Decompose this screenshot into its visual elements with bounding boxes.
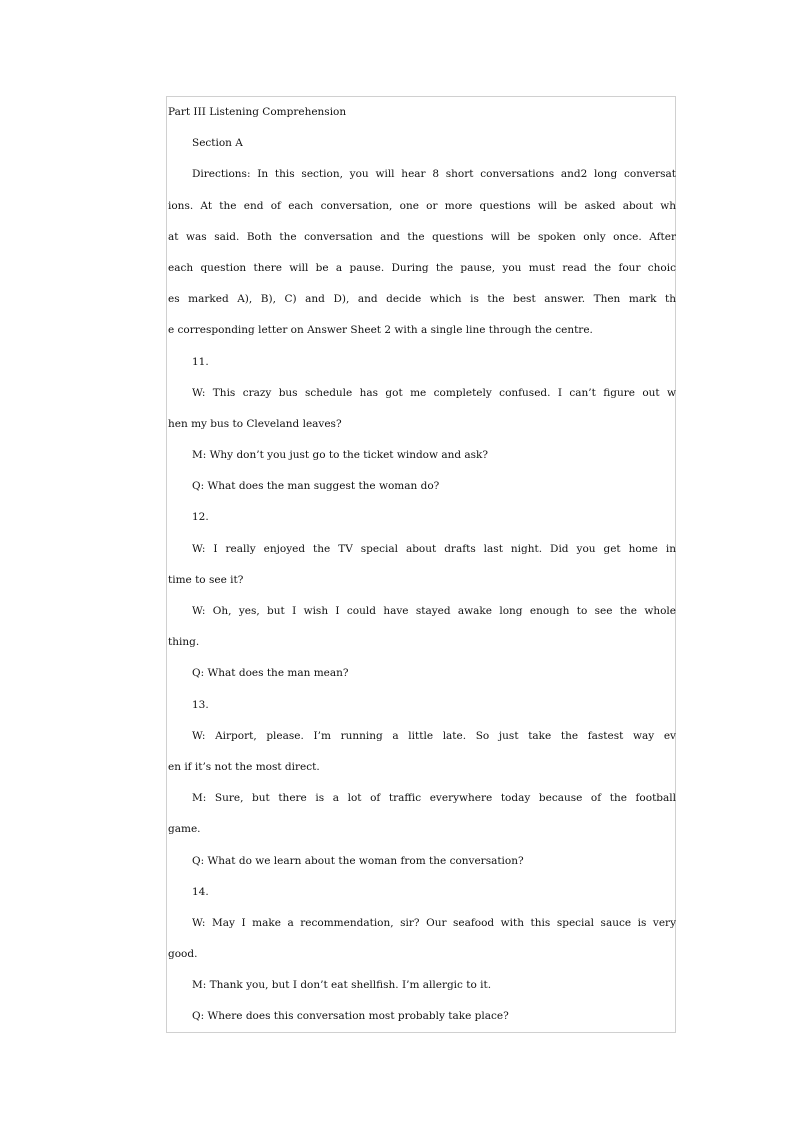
directions-line: Directions: In this section, you will hear 8 short conversations and2 long conversat — [192, 168, 676, 181]
directions-line: ions. At the end of each conversation, one or more questions will be asked about wh — [168, 199, 676, 212]
dialogue-line: W: May I make a recommendation, sir? Our seafood with this special sauce is very — [192, 916, 676, 929]
question-line: Q: What does the man suggest the woman do? — [192, 480, 440, 493]
section-heading: Section A — [192, 137, 243, 150]
dialogue-line: good. — [168, 948, 198, 961]
item-number: 14. — [192, 885, 209, 898]
dialogue-line: M: Why don’t you just go to the ticket window and ask? — [192, 449, 489, 462]
question-line: Q: Where does this conversation most probably take place? — [192, 1010, 509, 1023]
question-line: Q: What do we learn about the woman from the conversation? — [192, 854, 524, 867]
directions-line: es marked A), B), C) and D), and decide which is the best answer. Then mark th — [168, 293, 676, 306]
dialogue-line: en if it’s not the most direct. — [168, 760, 320, 773]
dialogue-line: game. — [168, 823, 201, 836]
item-number: 13. — [192, 698, 209, 711]
dialogue-line: M: Sure, but there is a lot of traffic everywhere today because of the football — [192, 792, 676, 805]
question-line: Q: What does the man mean? — [192, 667, 349, 680]
item-number: 11. — [192, 355, 209, 368]
dialogue-line: W: I really enjoyed the TV special about drafts last night. Did you get home in — [192, 542, 676, 555]
item-number: 12. — [192, 511, 209, 524]
dialogue-line: time to see it? — [168, 573, 244, 586]
directions-line: at was said. Both the conversation and the questions will be spoken only once. After — [168, 230, 676, 243]
dialogue-line: W: This crazy bus schedule has got me completely confused. I can’t figure out w — [192, 386, 676, 399]
directions-line: each question there will be a pause. During the pause, you must read the four choic — [168, 261, 676, 274]
dialogue-line: W: Oh, yes, but I wish I could have stayed awake long enough to see the whole — [192, 605, 676, 617]
dialogue-line: thing. — [168, 636, 200, 649]
dialogue-line: hen my bus to Cleveland leaves? — [168, 417, 342, 430]
dialogue-line: W: Airport, please. I’m running a little late. So just take the fastest way ev — [192, 729, 676, 742]
dialogue-line: M: Thank you, but I don’t eat shellfish. I’m allergic to it. — [192, 979, 492, 992]
document-body — [168, 97, 676, 1033]
page-title: Part III Listening Comprehension — [168, 106, 347, 118]
directions-line: e corresponding letter on Answer Sheet 2 with a single line through the centre. — [168, 324, 593, 337]
